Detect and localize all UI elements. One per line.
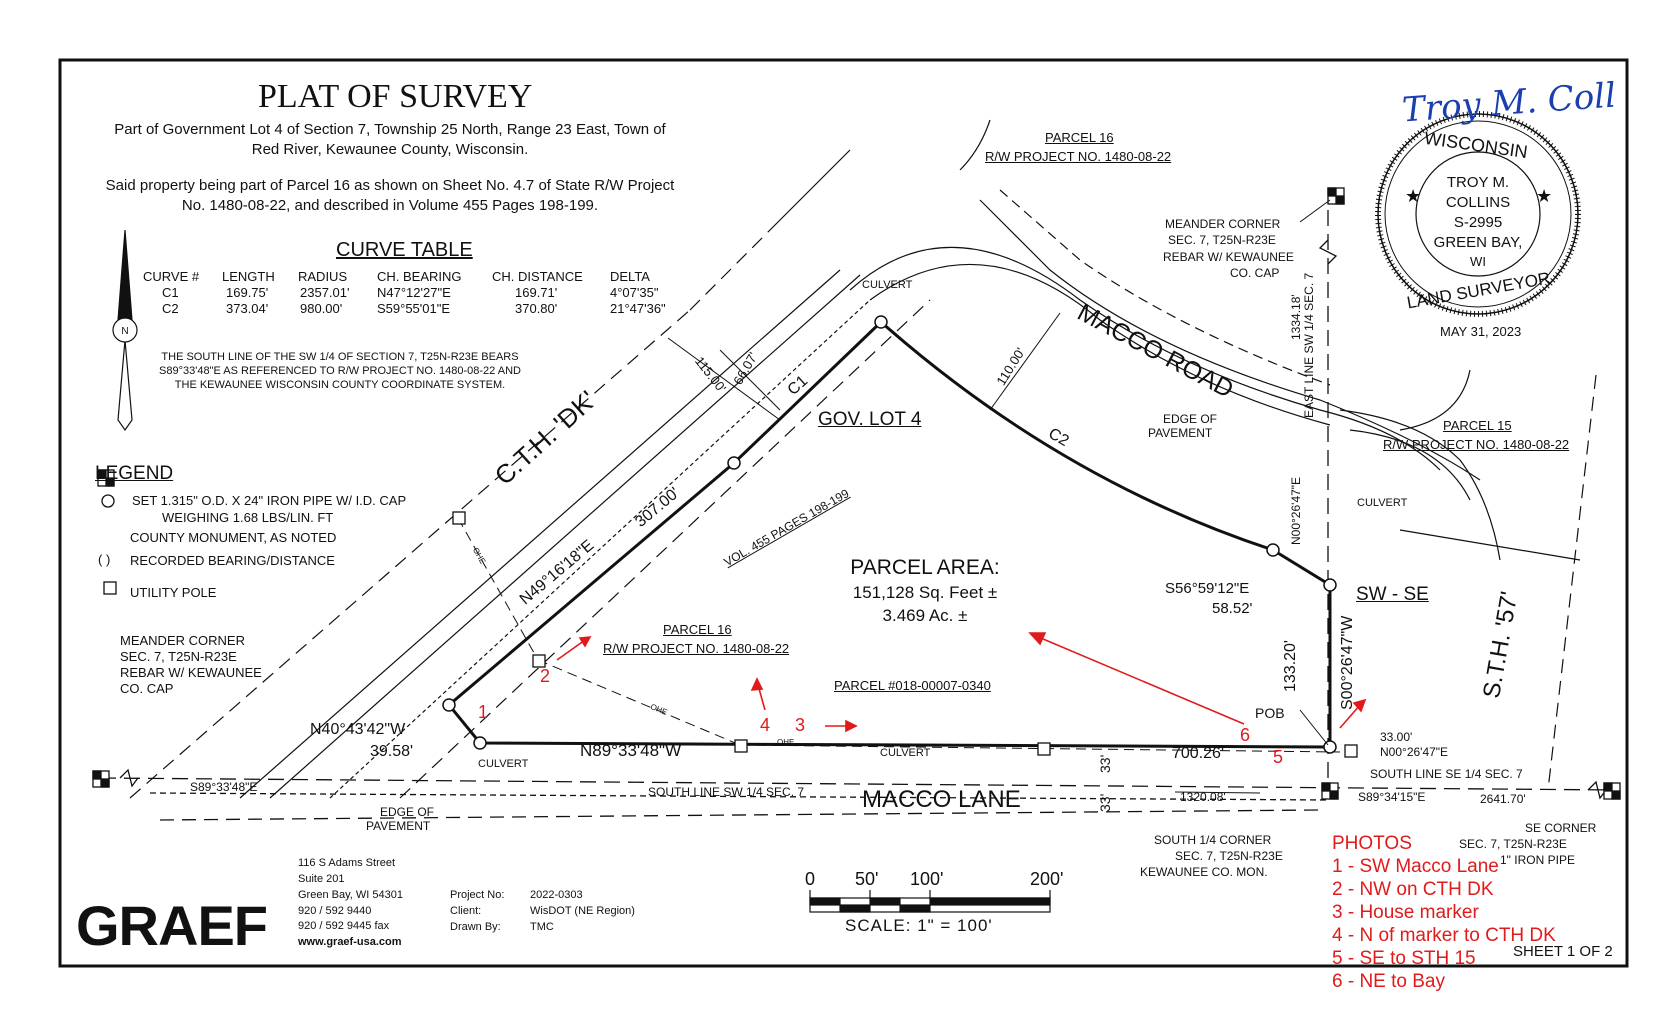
label-meander-w-3: REBAR W/ KEWAUNEE: [120, 665, 262, 680]
scale-bar: [810, 890, 1050, 912]
label-bearing-n89: N89°33'48"W: [580, 741, 682, 760]
project-label: Project No:: [450, 889, 505, 901]
legend-title: LEGEND: [95, 463, 174, 484]
label-parcel-area: PARCEL AREA:: [850, 556, 1000, 579]
photo-item: 5 - SE to STH 15: [1332, 948, 1476, 969]
bearing-note-2: S89°33'48"E AS REFERENCED TO R/W PROJECT NO. 1480-08-22 AND: [159, 365, 521, 377]
curve-cell: C2: [162, 301, 179, 316]
label-rw-mid: R/W PROJECT NO. 1480-08-22: [603, 641, 790, 656]
label-rw-top: R/W PROJECT NO. 1480-08-22: [985, 149, 1172, 164]
label-acres: 3.469 Ac. ±: [882, 606, 968, 625]
label-macco-road: MACCO ROAD: [1072, 298, 1239, 404]
label-c2: C2: [1045, 425, 1072, 451]
label-se-corner-2: SEC. 7, T25N-R23E: [1459, 837, 1567, 851]
svg-text:★: ★: [1405, 186, 1422, 206]
curve-cell: S59°55'01"E: [377, 301, 451, 316]
label-dist-2641: 2641.70': [1480, 792, 1526, 806]
legend-symbols: [102, 495, 116, 594]
label-meander-ne-3: REBAR W/ KEWAUNEE: [1163, 250, 1294, 264]
label-south-corner-1: SOUTH 1/4 CORNER: [1154, 833, 1272, 847]
label-edge-pave-sw-2: PAVEMENT: [366, 819, 431, 833]
scale-tick: 50': [855, 869, 879, 889]
svg-text:N: N: [121, 326, 129, 337]
label-bearing-s56: S56°59'12"E: [1165, 580, 1250, 597]
curve-cell: 169.75': [226, 285, 269, 300]
project-label: Drawn By:: [450, 921, 501, 933]
seal-line: COLLINS: [1445, 194, 1511, 211]
label-ohe-1: OHE: [470, 545, 488, 566]
label-s89-e: S89°34'15"E: [1358, 790, 1426, 804]
dimension-lines: [668, 200, 1330, 793]
label-se-corner-1: SE CORNER: [1525, 821, 1597, 835]
label-edge-pave-sw-1: EDGE OF: [380, 805, 435, 819]
label-gov-lot: GOV. LOT 4: [818, 409, 922, 430]
photo-mark-5: 5: [1273, 747, 1284, 767]
curve-cell: 21°47'36": [610, 301, 666, 316]
curve-header-delta: DELTA: [610, 269, 650, 284]
label-dist-70026: 700.26': [1172, 745, 1224, 762]
photo-item: 4 - N of marker to CTH DK: [1332, 925, 1556, 946]
project-label: Client:: [450, 905, 482, 917]
seal-line: GREEN BAY,: [1433, 234, 1523, 251]
label-dist-3958: 39.58': [370, 743, 414, 760]
label-culvert-e: CULVERT: [1357, 497, 1408, 509]
curve-cell: 4°07'35": [610, 285, 659, 300]
north-arrow-icon: [113, 230, 137, 430]
label-ohe-3: OHE: [777, 738, 795, 747]
label-sth57: S.T.H. '57': [1478, 589, 1524, 701]
description-line-2: Red River, Kewaunee County, Wisconsin.: [251, 141, 529, 158]
photos-title: PHOTOS: [1332, 833, 1412, 854]
project-value: WisDOT (NE Region): [530, 905, 635, 917]
label-meander-ne-2: SEC. 7, T25N-R23E: [1168, 233, 1276, 247]
label-c1: C1: [784, 372, 812, 399]
label-dist-1320: 1320.08': [1180, 790, 1226, 804]
parcel-note-2: No. 1480-08-22, and described in Volume 455 Pages 198-199.: [181, 197, 599, 214]
label-edge-pave-ne-1: EDGE OF: [1163, 412, 1218, 426]
parcel-note-1: Said property being part of Parcel 16 as shown on Sheet No. 4.7 of State R/W Project: [105, 177, 675, 194]
legend-item-pole: UTILITY POLE: [130, 585, 217, 600]
cth-dk-lines: [130, 150, 930, 798]
legend-paren-symbol: ( ): [98, 552, 111, 567]
curve-cell: 2357.01': [300, 285, 350, 300]
label-dist-66: 66.07': [730, 349, 761, 388]
curve-cell: 373.04': [226, 301, 269, 316]
label-meander-w-1: MEANDER CORNER: [120, 633, 245, 648]
seal-date: MAY 31, 2023: [1440, 324, 1522, 339]
curve-header-bearing: CH. BEARING: [377, 269, 462, 284]
label-se-corner-3: 1" IRON PIPE: [1500, 853, 1575, 867]
company-address: 920 / 592 9440: [298, 905, 372, 917]
label-dist-33a: 33': [1097, 754, 1113, 773]
scale-tick: 0: [805, 869, 816, 889]
label-parcel16-top: PARCEL 16: [1045, 130, 1114, 145]
label-s89-w: S89°33'48"E: [190, 780, 258, 794]
label-culvert-n: CULVERT: [862, 279, 913, 291]
curve-cell: 169.71': [515, 285, 558, 300]
bearing-note-3: THE KEWAUNEE WISCONSIN COUNTY COORDINATE SYSTEM.: [174, 379, 506, 391]
label-dist-3300: 33.00': [1380, 730, 1413, 744]
label-dist-1334: 1334.18': [1289, 294, 1303, 340]
label-vol: VOL. 455 PAGES 198-199: [721, 486, 852, 570]
label-sw-se: SW - SE: [1356, 584, 1429, 605]
seal-top-text: WISCONSIN: [1423, 127, 1529, 163]
label-rw-15: R/W PROJECT NO. 1480-08-22: [1383, 437, 1570, 452]
photo-item: 2 - NW on CTH DK: [1332, 879, 1494, 900]
label-culvert-s: CULVERT: [880, 747, 931, 759]
label-bearing-n49: N49°16'18"E: [516, 536, 598, 609]
plat-title: PLAT OF SURVEY: [258, 78, 533, 115]
label-south-corner-3: KEWAUNEE CO. MON.: [1140, 865, 1268, 879]
seal-line: WI: [1470, 254, 1486, 269]
curve-cell: N47°12'27"E: [377, 285, 451, 300]
label-parcel15: PARCEL 15: [1443, 418, 1512, 433]
label-parcel16-mid: PARCEL 16: [663, 622, 732, 637]
curve-table-title: CURVE TABLE: [336, 239, 473, 261]
project-value: 2022-0303: [530, 889, 583, 901]
label-meander-w-2: SEC. 7, T25N-R23E: [120, 649, 237, 664]
company-address: Suite 201: [298, 873, 345, 885]
photo-mark-4: 4: [760, 715, 771, 735]
label-meander-ne-1: MEANDER CORNER: [1165, 217, 1281, 231]
label-macco-lane: MACCO LANE: [862, 786, 1021, 813]
scale-tick: 200': [1030, 869, 1064, 889]
svg-text:★: ★: [1536, 186, 1553, 206]
label-culvert-sw: CULVERT: [478, 758, 529, 770]
company-website: www.graef-usa.com: [298, 936, 402, 948]
label-meander-ne-4: CO. CAP: [1230, 266, 1280, 280]
curve-header-distance: CH. DISTANCE: [492, 269, 583, 284]
legend-item-monument: COUNTY MONUMENT, AS NOTED: [130, 530, 337, 545]
project-value: TMC: [530, 921, 554, 933]
company-address: 920 / 592 9445 fax: [298, 920, 390, 932]
curve-header-length: LENGTH: [222, 269, 275, 284]
label-dist-13320: 133.20': [1282, 640, 1299, 692]
bearing-note-1: THE SOUTH LINE OF THE SW 1/4 OF SECTION 7, T25N-R23E BEARS: [161, 351, 519, 363]
label-pob: POB: [1255, 705, 1285, 721]
label-dist-5852: 58.52': [1212, 600, 1253, 617]
photo-item: 6 - NE to Bay: [1332, 971, 1445, 992]
label-ohe-2: OHE: [649, 702, 669, 717]
label-n000-lower: N00°26'47"E: [1380, 745, 1449, 759]
legend-item-weight: WEIGHING 1.68 LBS/LIN. FT: [162, 510, 334, 525]
label-south-se: SOUTH LINE SE 1/4 SEC. 7: [1370, 767, 1523, 781]
label-edge-pave-ne-2: PAVEMENT: [1148, 426, 1213, 440]
label-bearing-n40: N40°43'42"W: [310, 721, 406, 738]
seal-bottom-text: LAND SURVEYOR: [1405, 268, 1552, 313]
photo-item: 1 - SW Macco Lane: [1332, 856, 1499, 877]
label-sqft: 151,128 Sq. Feet ±: [852, 583, 998, 602]
curve-cell: C1: [162, 285, 179, 300]
seal-line: TROY M.: [1446, 174, 1510, 191]
photo-mark-2: 2: [540, 666, 551, 686]
label-bearing-s00: S00°26'47"W: [1339, 615, 1356, 710]
label-parcel-num: PARCEL #018-00007-0340: [834, 678, 991, 693]
label-dist-307: 307.00': [632, 484, 684, 531]
photo-item: 3 - House marker: [1332, 902, 1479, 923]
curve-header-num: CURVE #: [143, 269, 200, 284]
curve-cell: 370.80': [515, 301, 558, 316]
description-line-1: Part of Government Lot 4 of Section 7, Township 25 North, Range 23 East, Town of: [114, 121, 666, 138]
legend-item-iron-pipe: SET 1.315" O.D. X 24" IRON PIPE W/ I.D. CAP: [132, 493, 407, 508]
label-south-sw: SOUTH LINE SW 1/4 SEC. 7: [648, 785, 805, 799]
surveyor-signature: Troy M. Coll: [1400, 75, 1618, 131]
photo-mark-3: 3: [795, 715, 806, 735]
sheet-number: SHEET 1 OF 2: [1513, 943, 1613, 960]
company-address: 116 S Adams Street: [298, 857, 396, 869]
photo-mark-6: 6: [1240, 725, 1251, 745]
graef-logo: GRAEF: [76, 894, 267, 957]
label-dist-115: 115.00': [692, 353, 730, 396]
legend-item-recorded: RECORDED BEARING/DISTANCE: [130, 553, 335, 568]
scale-text: SCALE: 1" = 100': [845, 916, 993, 935]
seal-line: S-2995: [1453, 214, 1503, 231]
curve-cell: 980.00': [300, 301, 343, 316]
curve-header-radius: RADIUS: [298, 269, 348, 284]
scale-tick: 100': [910, 869, 944, 889]
label-east-line: EAST LINE SW 1/4 SEC. 7: [1302, 272, 1316, 418]
photo-mark-1: 1: [478, 702, 489, 722]
label-meander-w-4: CO. CAP: [120, 681, 174, 696]
label-cth-dk: C.T.H. 'DK': [488, 384, 603, 491]
label-south-corner-2: SEC. 7, T25N-R23E: [1175, 849, 1283, 863]
company-address: Green Bay, WI 54301: [298, 889, 403, 901]
label-n000-upper: N00°26'47"E: [1289, 476, 1303, 545]
label-dist-33b: 33': [1097, 793, 1113, 812]
label-dist-110: 110.00': [993, 345, 1028, 388]
